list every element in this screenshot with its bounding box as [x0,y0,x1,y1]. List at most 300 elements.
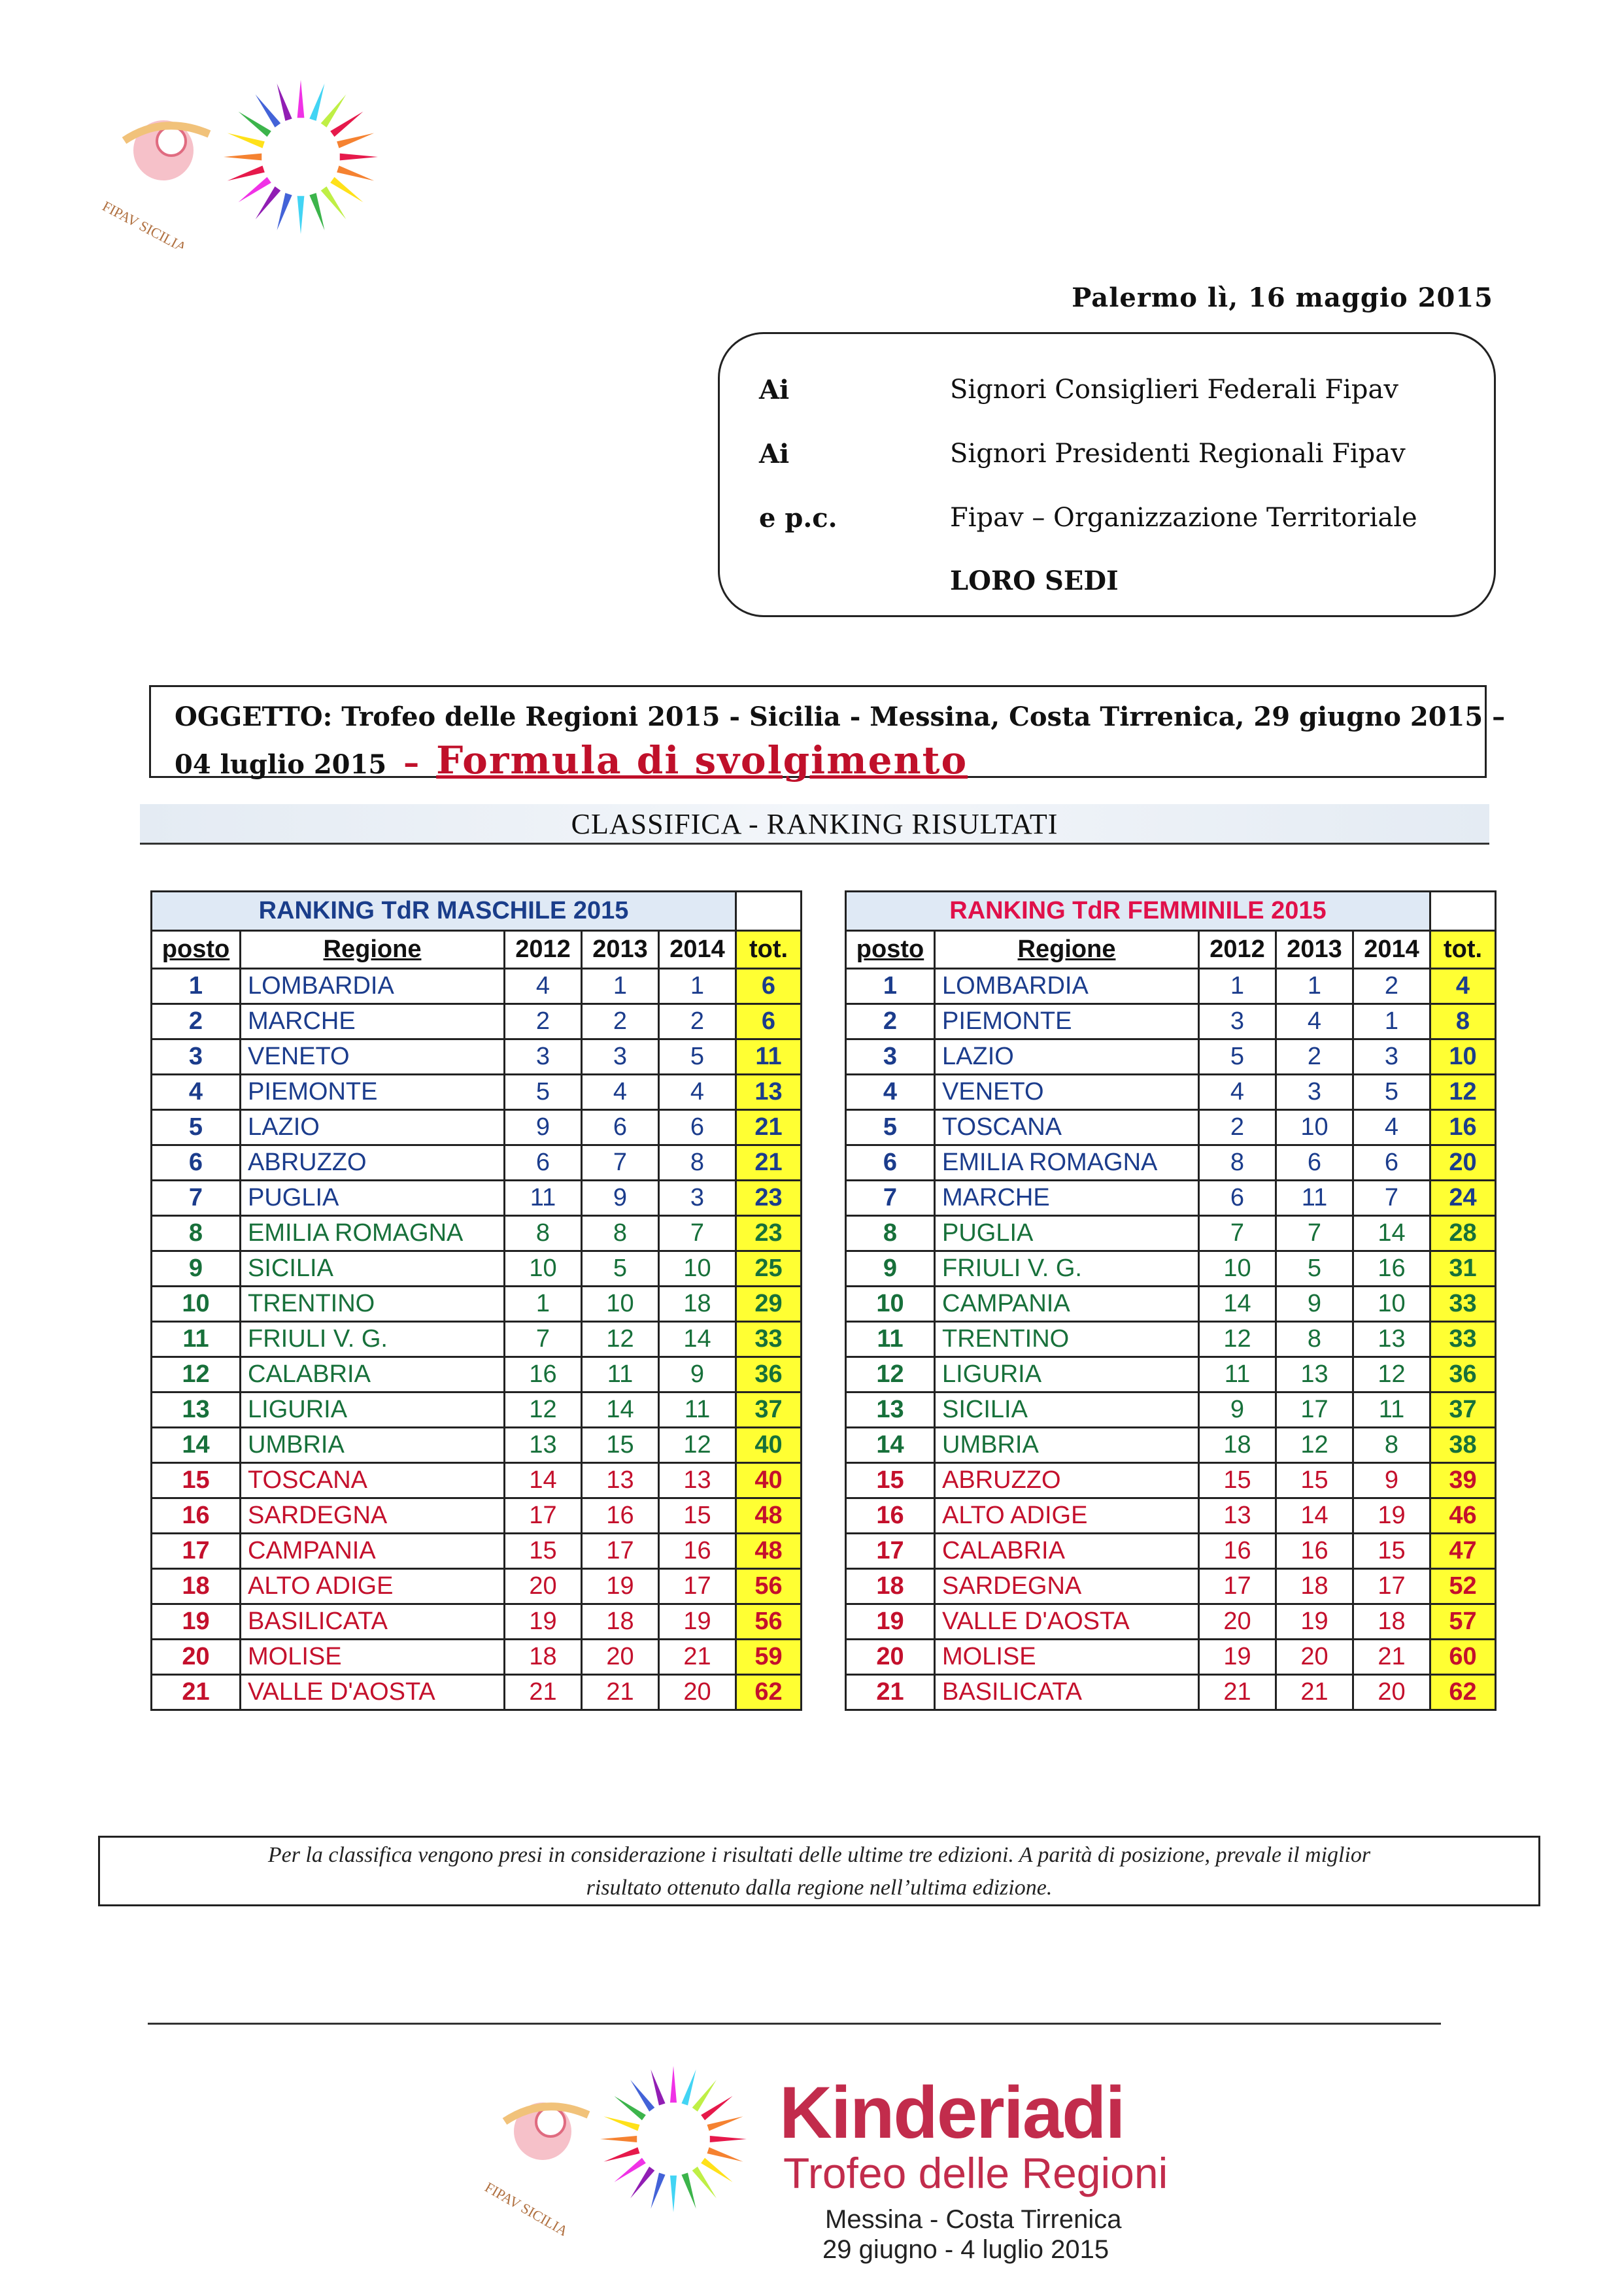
cell-2012: 9 [505,1110,582,1145]
cell-2014: 1 [659,969,736,1004]
cell-2014: 2 [659,1004,736,1039]
sunburst-ray [228,133,265,148]
cell-tot: 46 [1430,1498,1496,1534]
table-row [846,1216,1496,1251]
sunburst-ray [630,2080,654,2111]
cell-regione: PIEMONTE [241,1075,505,1110]
sunburst-ray [297,196,305,234]
sunburst-ray [710,2136,747,2142]
cell-2013: 10 [582,1287,659,1322]
cell-2012: 3 [505,1039,582,1075]
cell-2013: 20 [1276,1640,1353,1675]
cell-2014: 8 [1353,1428,1430,1463]
cell-2012: 16 [505,1357,582,1392]
table-row [846,1675,1496,1710]
cell-tot: 56 [736,1569,802,1604]
cell-2013: 6 [1276,1145,1353,1181]
cell-regione: TOSCANA [241,1463,505,1498]
cell-regione: LIGURIA [935,1357,1199,1392]
cell-2012: 18 [505,1640,582,1675]
cell-tot: 25 [736,1251,802,1287]
table-row [152,1322,802,1357]
table-row [152,1181,802,1216]
cell-2014: 1 [1353,1004,1430,1039]
cell-posto: 19 [846,1604,935,1640]
cell-regione: MOLISE [935,1640,1199,1675]
cell-2014: 18 [1353,1604,1430,1640]
cell-regione: VALLE D'AOSTA [241,1675,505,1710]
cell-regione: EMILIA ROMAGNA [935,1145,1199,1181]
fipav-sicilia-logo [85,78,386,248]
sunburst-ray [277,84,292,121]
cell-posto: 10 [846,1287,935,1322]
table-row [152,1534,802,1569]
cell-posto: 20 [152,1640,241,1675]
cell-posto: 8 [152,1216,241,1251]
cell-2014: 4 [1353,1110,1430,1145]
cell-2013: 21 [582,1675,659,1710]
cell-2012: 6 [505,1145,582,1181]
cell-regione: FRIULI V. G. [935,1251,1199,1287]
cell-tot: 24 [1430,1181,1496,1216]
table-row [152,1675,802,1710]
cell-2014: 11 [659,1392,736,1428]
cell-2014: 19 [659,1604,736,1640]
table-row [152,1392,802,1428]
cell-tot: 56 [736,1604,802,1640]
table-row [152,1287,802,1322]
cell-2013: 5 [1276,1251,1353,1287]
cell-regione: CALABRIA [241,1357,505,1392]
cell-tot: 48 [736,1498,802,1534]
cell-regione: ABRUZZO [241,1145,505,1181]
table-row [846,1004,1496,1039]
cell-2012: 21 [1199,1675,1276,1710]
cell-2013: 11 [582,1357,659,1392]
ranking-table-male [150,890,802,1711]
cell-2013: 20 [582,1640,659,1675]
table-row [152,1216,802,1251]
footer-place: Messina - Costa Tirrenica [825,2205,1122,2234]
cell-posto: 6 [846,1145,935,1181]
sunburst-ray [330,112,363,137]
cell-2013: 16 [1276,1534,1353,1569]
sunburst-logo-icon [85,78,386,248]
table-row [846,1075,1496,1110]
cell-2013: 2 [1276,1039,1353,1075]
table-title-row [846,892,1496,931]
cell-tot: 10 [1430,1039,1496,1075]
cell-2012: 7 [1199,1216,1276,1251]
sunburst-ray [630,2167,654,2198]
header-posto [152,931,241,969]
footer-brand: Kinderiadi [779,2072,1125,2153]
address-key-1: Ai [759,375,790,405]
ranking-table-female [845,890,1497,1711]
cell-posto: 18 [152,1569,241,1604]
table-row [846,1498,1496,1534]
cell-2012: 15 [1199,1463,1276,1498]
table-row [846,1110,1496,1145]
header-tot: tot. [1430,931,1496,969]
cell-posto: 16 [846,1498,935,1534]
cell-posto: 13 [846,1392,935,1428]
cell-2013: 8 [1276,1322,1353,1357]
cell-regione: CAMPANIA [241,1534,505,1569]
cell-2014: 14 [1353,1216,1430,1251]
table-row [846,1145,1496,1181]
cell-tot: 20 [1430,1145,1496,1181]
table-row [846,1251,1496,1287]
footer-logo-arc-text: FIPAV SICILIA [482,2178,571,2236]
table-header-row [152,931,802,969]
table-row [152,1428,802,1463]
cell-regione: SARDEGNA [241,1498,505,1534]
cell-regione: LAZIO [935,1039,1199,1075]
cell-2012: 19 [505,1604,582,1640]
cell-tot: 8 [1430,1004,1496,1039]
cell-2012: 13 [1199,1498,1276,1534]
cell-2012: 16 [1199,1534,1276,1569]
cell-regione: MARCHE [935,1181,1199,1216]
cell-2014: 3 [659,1181,736,1216]
header-2013: 2013 [582,931,659,969]
cell-2012: 15 [505,1534,582,1569]
cell-2012: 18 [1199,1428,1276,1463]
cell-regione: UMBRIA [241,1428,505,1463]
cell-2012: 12 [1199,1322,1276,1357]
subject-line-2 [175,738,968,783]
cell-2013: 18 [1276,1569,1353,1604]
cell-posto: 15 [152,1463,241,1498]
logo-arc-text: FIPAV SICILIA [99,197,190,248]
cell-posto: 1 [846,969,935,1004]
cell-posto: 14 [846,1428,935,1463]
cell-2012: 11 [505,1181,582,1216]
cell-posto: 20 [846,1640,935,1675]
cell-2014: 20 [659,1675,736,1710]
cell-tot: 59 [736,1640,802,1675]
cell-posto: 4 [846,1075,935,1110]
ranking-table-male-wrap [150,890,802,1711]
cell-2014: 16 [1353,1251,1430,1287]
cell-regione: UMBRIA [935,1428,1199,1463]
cell-2014: 8 [659,1145,736,1181]
sunburst-ray [309,84,324,121]
cell-regione: VENETO [241,1039,505,1075]
cell-tot: 12 [1430,1075,1496,1110]
cell-posto: 9 [152,1251,241,1287]
header-tot: tot. [736,931,802,969]
sunburst-ray [330,177,363,203]
table-row [846,1039,1496,1075]
cell-posto: 21 [846,1675,935,1710]
sunburst-ray [277,193,292,230]
cell-2013: 21 [1276,1675,1353,1710]
cell-2013: 15 [582,1428,659,1463]
cell-2013: 9 [582,1181,659,1216]
cell-regione: FRIULI V. G. [241,1322,505,1357]
sunburst-ray [321,95,347,127]
cell-2013: 8 [582,1216,659,1251]
cell-regione: EMILIA ROMAGNA [241,1216,505,1251]
cell-2014: 2 [1353,969,1430,1004]
cell-2012: 1 [1199,969,1276,1004]
classifica-title: CLASSIFICA - RANKING RISULTATI [140,804,1489,845]
cell-posto: 11 [152,1322,241,1357]
cell-2012: 2 [505,1004,582,1039]
cell-posto: 18 [846,1569,935,1604]
footer-divider [148,2023,1441,2025]
cell-tot: 60 [1430,1640,1496,1675]
note-line-1: Per la classifica vengono presi in considerazione i risultati delle ultime tre edizioni. A parità di posizione, prevale il miglior [267,1843,1371,1867]
sunburst-ray [239,112,271,137]
cell-regione: ABRUZZO [935,1463,1199,1498]
cell-2012: 6 [1199,1181,1276,1216]
cell-posto: 16 [152,1498,241,1534]
cell-tot: 52 [1430,1569,1496,1604]
cell-tot: 29 [736,1287,802,1322]
cell-2013: 1 [582,969,659,1004]
address-value-3: Fipav – Organizzazione Territoriale [950,503,1417,533]
table-row [152,1145,802,1181]
cell-regione: LAZIO [241,1110,505,1145]
cell-tot: 36 [736,1357,802,1392]
cell-2013: 11 [1276,1181,1353,1216]
sunburst-ray [614,2096,645,2120]
cell-tot: 13 [736,1075,802,1110]
header-regione-text: Regione [1017,936,1116,963]
cell-2014: 9 [659,1357,736,1392]
table-row [846,1640,1496,1675]
sunburst-ray [614,2158,645,2182]
table-row [152,1604,802,1640]
cell-2014: 4 [659,1075,736,1110]
cell-posto: 7 [846,1181,935,1216]
cell-posto: 12 [846,1357,935,1392]
table-row [152,1640,802,1675]
cell-tot: 57 [1430,1604,1496,1640]
cell-2012: 20 [1199,1604,1276,1640]
cell-2013: 5 [582,1251,659,1287]
table-row [152,1039,802,1075]
cell-regione: ALTO ADIGE [241,1569,505,1604]
cell-2013: 4 [582,1075,659,1110]
cell-tot: 62 [736,1675,802,1710]
table-row [152,1569,802,1604]
cell-posto: 21 [152,1675,241,1710]
cell-2014: 10 [659,1251,736,1287]
cell-regione: LOMBARDIA [935,969,1199,1004]
cell-tot: 6 [736,1004,802,1039]
sunburst-ray [337,133,374,148]
cell-posto: 19 [152,1604,241,1640]
footer-dates: 29 giugno - 4 luglio 2015 [822,2235,1109,2264]
cell-2014: 6 [659,1110,736,1145]
table-title-blank [1430,892,1496,931]
cell-posto: 2 [152,1004,241,1039]
cell-2014: 13 [659,1463,736,1498]
cell-posto: 4 [152,1075,241,1110]
cell-2012: 1 [505,1287,582,1322]
header-2014: 2014 [659,931,736,969]
cell-tot: 33 [1430,1287,1496,1322]
sunburst-ray [321,186,347,219]
sunburst-ray [692,2080,717,2111]
cell-2013: 3 [582,1039,659,1075]
cell-2013: 6 [582,1110,659,1145]
cell-regione: SICILIA [241,1251,505,1287]
footer-subtitle: Trofeo delle Regioni [783,2149,1168,2197]
cell-2013: 12 [582,1322,659,1357]
cell-2012: 2 [1199,1110,1276,1145]
cell-2014: 7 [659,1216,736,1251]
cell-2014: 12 [659,1428,736,1463]
table-title: RANKING TdR FEMMINILE 2015 [846,892,1430,931]
cell-tot: 33 [1430,1322,1496,1357]
cell-tot: 16 [1430,1110,1496,1145]
cell-regione: CAMPANIA [935,1287,1199,1322]
sunburst-ray [681,2069,696,2105]
subject-date: 04 luglio 2015 [175,749,387,780]
cell-posto: 15 [846,1463,935,1498]
cell-posto: 10 [152,1287,241,1322]
cell-2013: 10 [1276,1110,1353,1145]
sunburst-ray [701,2096,732,2120]
cell-2013: 19 [1276,1604,1353,1640]
cell-2012: 8 [505,1216,582,1251]
sunburst-ray [707,2116,743,2131]
header-2012: 2012 [505,931,582,969]
cell-regione: LIGURIA [241,1392,505,1428]
cell-2014: 5 [659,1039,736,1075]
cell-tot: 62 [1430,1675,1496,1710]
cell-2014: 12 [1353,1357,1430,1392]
cell-2012: 4 [505,969,582,1004]
header-regione [935,931,1199,969]
cell-2014: 14 [659,1322,736,1357]
cell-regione: VALLE D'AOSTA [935,1604,1199,1640]
cell-posto: 17 [152,1534,241,1569]
date-line: Palermo lì, 16 maggio 2015 [1072,282,1493,313]
cell-posto: 8 [846,1216,935,1251]
header-2012: 2012 [1199,931,1276,969]
cell-regione: CALABRIA [935,1534,1199,1569]
cell-regione: MOLISE [241,1640,505,1675]
sunburst-ray [337,165,374,180]
address-key-3: e p.c. [759,503,837,533]
cell-2013: 9 [1276,1287,1353,1322]
cell-2013: 19 [582,1569,659,1604]
cell-2014: 19 [1353,1498,1430,1534]
header-2014: 2014 [1353,931,1430,969]
sunburst-ray [681,2172,696,2208]
table-row [846,1181,1496,1216]
cell-tot: 39 [1430,1463,1496,1498]
cell-tot: 23 [736,1216,802,1251]
cell-2013: 18 [582,1604,659,1640]
cell-2014: 21 [659,1640,736,1675]
cell-posto: 13 [152,1392,241,1428]
sunburst-ray [670,2176,677,2212]
table-row [846,1357,1496,1392]
cell-posto: 2 [846,1004,935,1039]
table-row [152,1357,802,1392]
cell-2014: 20 [1353,1675,1430,1710]
cell-2014: 15 [659,1498,736,1534]
cell-2013: 13 [1276,1357,1353,1392]
cell-2013: 13 [582,1463,659,1498]
sunburst-ray [600,2136,637,2142]
sunburst-ray [228,165,265,180]
table-row [846,969,1496,1004]
note-line-2: risultato ottenuto dalla regione nell’ultima edizione. [586,1876,1053,1900]
cell-posto: 3 [846,1039,935,1075]
header-posto-text: posto [856,936,924,963]
cell-regione: TOSCANA [935,1110,1199,1145]
sunburst-ray [670,2066,677,2102]
cell-2012: 19 [1199,1640,1276,1675]
cell-tot: 6 [736,969,802,1004]
sunburst-ray [651,2172,665,2208]
subject-dash: – [403,745,420,781]
subject-formula: Formula di svolgimento [436,738,968,783]
cell-regione: TRENTINO [935,1322,1199,1357]
cell-posto: 14 [152,1428,241,1463]
sunburst-logo-icon [471,2059,752,2236]
sunburst-ray [256,186,281,219]
cell-2014: 10 [1353,1287,1430,1322]
cell-2012: 14 [1199,1287,1276,1322]
cell-2014: 9 [1353,1463,1430,1498]
cell-2013: 3 [1276,1075,1353,1110]
address-key-2: Ai [759,439,790,469]
cell-2012: 5 [505,1075,582,1110]
cell-2014: 17 [659,1569,736,1604]
footer-logo [471,2059,752,2236]
cell-tot: 36 [1430,1357,1496,1392]
cell-tot: 37 [1430,1392,1496,1428]
header-regione [241,931,505,969]
cell-tot: 23 [736,1181,802,1216]
cell-tot: 4 [1430,969,1496,1004]
cell-2012: 8 [1199,1145,1276,1181]
cell-regione: TRENTINO [241,1287,505,1322]
cell-tot: 48 [736,1534,802,1569]
cell-2013: 17 [1276,1392,1353,1428]
sunburst-ray [297,80,305,118]
header-posto-text: posto [161,936,230,963]
table-header-row [846,931,1496,969]
sunburst-ray [701,2158,732,2182]
cell-tot: 47 [1430,1534,1496,1569]
cell-2012: 4 [1199,1075,1276,1110]
cell-2012: 5 [1199,1039,1276,1075]
cell-posto: 11 [846,1322,935,1357]
table-row [846,1322,1496,1357]
address-box [718,332,1496,617]
header-regione-text: Regione [323,936,422,963]
cell-2013: 12 [1276,1428,1353,1463]
cell-regione: BASILICATA [935,1675,1199,1710]
cell-2014: 11 [1353,1392,1430,1428]
table-title: RANKING TdR MASCHILE 2015 [152,892,736,931]
sunburst-ray [692,2167,717,2198]
table-title-row [152,892,802,931]
cell-tot: 40 [736,1428,802,1463]
table-row [152,1251,802,1287]
cell-2012: 9 [1199,1392,1276,1428]
